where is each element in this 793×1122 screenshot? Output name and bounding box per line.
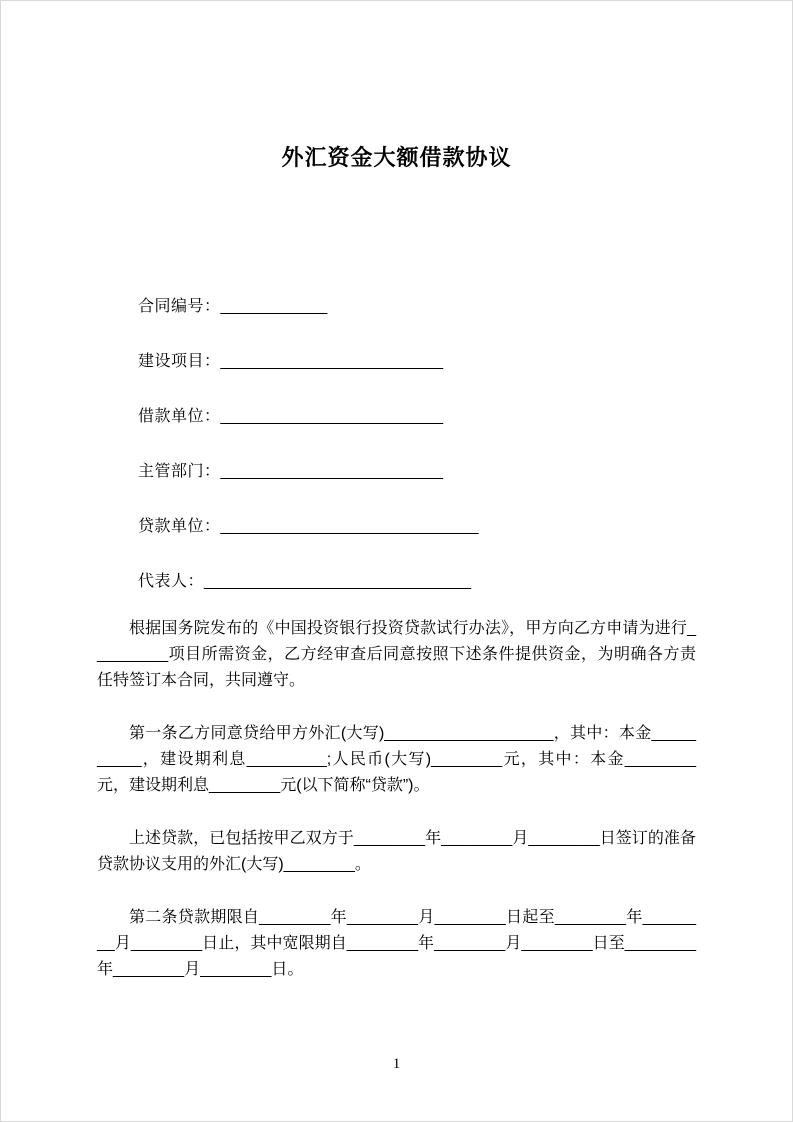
field-row-borrowing-unit [97,404,696,430]
body-paragraphs [97,616,696,983]
field-blank-line: _____________________________ [220,518,479,535]
field-blank-line: ____________ [220,298,328,315]
header-fields [97,294,696,595]
field-label: 代表人： [138,573,205,590]
document-title: 外汇资金大额借款协议 [281,145,512,170]
field-label: 合同编号： [138,298,221,315]
field-blank-line: _________________________ [220,353,443,370]
paragraph-article-1: 第一条乙方同意贷给甲方外汇(大写)___________________，其中：本金__________，建设期利息_________;人民币(大写)________元，其中：本金________元，建设期利息________元(以下简称“贷款”)。 [97,725,696,794]
field-label: 贷款单位： [138,518,221,535]
page-number: 1 [392,1056,401,1072]
field-row-lending-unit [97,514,696,540]
field-blank-line: _________________________ [220,408,443,425]
paragraph-article-1-supplement: 上述贷款，已包括按甲乙双方于________年________月________日签订的准备贷款协议支用的外汇(大写)________。 [97,830,696,873]
field-blank-line: ______________________________ [204,573,471,590]
paragraph-article-2: 第二条贷款期限自________年________月________日起至________年________月________日止，其中宽限期自________年________月________日至________年________月________日。 [97,909,696,978]
paragraph-preamble: 根据国务院发布的《中国投资银行投资贷款试行办法》，甲方向乙方申请为进行_________项目所需资金，乙方经审查后同意按照下述条件提供资金，为明确各方责任特签订本合同，共同遵守。 [97,620,696,689]
field-row-representative [97,569,696,595]
field-label: 建设项目： [138,353,221,370]
field-row-contract-number [97,294,696,320]
field-label: 主管部门： [138,463,221,480]
field-row-supervising-department [97,459,696,485]
field-blank-line: _________________________ [220,463,443,480]
field-label: 借款单位： [138,408,221,425]
document-content [1,143,792,983]
field-row-construction-project [97,349,696,375]
